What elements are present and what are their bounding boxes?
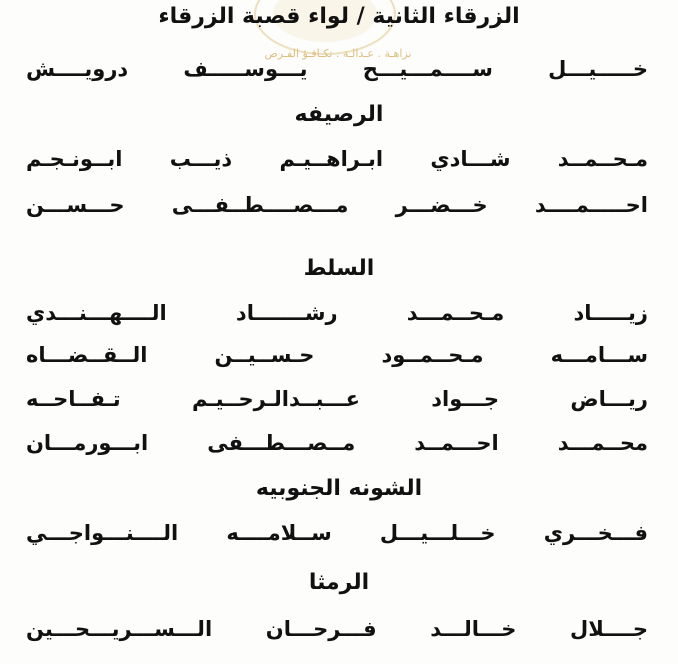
- heading-salt: السلط: [303, 256, 375, 281]
- name-salt-3: ريـــاض جـــواد عـــبــدالـرحــيـم تـفــاحــه: [26, 387, 648, 411]
- heading-rusaifa: الرصيفه: [294, 102, 384, 127]
- heading-zarqa2: الزرقاء الثانية / لواء قصبة الزرقاء: [158, 4, 520, 29]
- heading-southern-shouna: الشونه الجنوبيه: [255, 476, 423, 501]
- name-rusaifa-1: مـحــمــد شـــادي ابـراهــيـم ذيـــب ابــونـجـم: [26, 147, 648, 171]
- name-salt-4: محــمـــد احـــمــد مــصـــطـــفى ابـــورمـــان: [26, 431, 648, 455]
- name-southern-shouna-1: فـــخـــري خـــلـــيـــل ســلامــــه الــــنـــواجـــي: [26, 521, 648, 545]
- name-rusaifa-2: احـــــمــــد خـــضـــر مـــصــــطــفـــى حـــســـن: [26, 193, 648, 217]
- name-salt-2: ســـامـــه مـحــمــود حـســيــن الــقــضـــاه: [26, 343, 648, 367]
- watermark-text: نزاهـة . عـدالـة . تكـافـؤ الفـرص: [264, 47, 412, 60]
- heading-ramtha: الرمثا: [308, 570, 370, 595]
- name-salt-1: زيـــــاد مـحــمـــد رشـــــــاد الــــهـــنـــدي: [26, 301, 648, 325]
- name-zarqa2-1: خـــــيـــل ســــمـــيـــح يـــوســـــف درويــــش: [26, 57, 648, 81]
- name-ramtha-1: جــــلال خـــالـــد فـــرحـــان الـــســـريـــحـــين: [26, 617, 648, 641]
